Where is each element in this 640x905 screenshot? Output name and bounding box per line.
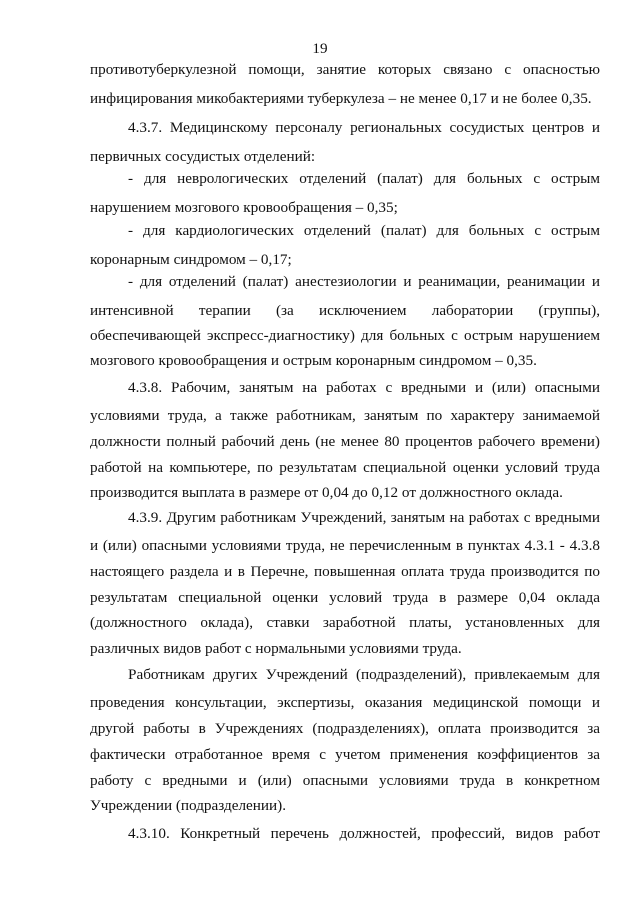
text-line: Учреждении (подразделении). [90, 797, 287, 814]
text-line: 4.3.10. Конкретный перечень должностей, профессий, видов работ [128, 825, 600, 842]
page-number: 19 [312, 40, 328, 57]
text-line: производится выплата в размере от 0,04 до 0,12 от должностного оклада. [90, 484, 563, 501]
text-line: работой на компьютере, по результатам специальной оценки условий труда [90, 459, 600, 476]
text-line: работу с вредными и (или) опасными условиями труда в конкретном [90, 772, 600, 789]
text-line: интенсивной терапии (за исключением лаборатории (группы), [90, 302, 600, 319]
text-line: - для кардиологических отделений (палат) для больных с острым [128, 222, 600, 239]
text-line: проведения консультации, экспертизы, оказания медицинской помощи и [90, 694, 600, 711]
text-line: 4.3.8. Рабочим, занятым на работах с вредными и (или) опасными [128, 379, 600, 396]
text-line: и (или) опасными условиями труда, не перечисленным в пунктах 4.3.1 - 4.3.8 [90, 537, 600, 554]
text-line: 4.3.7. Медицинскому персоналу региональных сосудистых центров и [128, 119, 600, 136]
text-line: фактически отработанное время с учетом применения коэффициентов за [90, 746, 600, 763]
text-line: настоящего раздела и в Перечне, повышенная оплата труда производится по [90, 563, 600, 580]
text-line: Работникам других Учреждений (подразделений), привлекаемым для [128, 666, 600, 683]
text-line: - для отделений (палат) анестезиологии и реанимации, реанимации и [128, 273, 600, 290]
text-line: коронарным синдромом – 0,17; [90, 251, 292, 268]
text-line: 4.3.9. Другим работникам Учреждений, занятым на работах с вредными [128, 509, 600, 526]
text-line: результатам специальной оценки условий труда в размере 0,04 оклада [90, 589, 600, 606]
text-line: должности полный рабочий день (не менее 80 процентов рабочего времени) [90, 433, 600, 450]
text-line: обеспечивающей экспресс-диагностику) для больных с острым нарушением [90, 327, 600, 344]
text-line: противотуберкулезной помощи, занятие которых связано с опасностью [90, 61, 600, 78]
text-line: первичных сосудистых отделений: [90, 148, 316, 165]
text-line: различных видов работ с нормальными условиями труда. [90, 640, 462, 657]
text-line: (должностного оклада), ставки заработной платы, установленных для [90, 614, 600, 631]
text-line: другой работы в Учреждениях (подразделениях), оплата производится за [90, 720, 600, 737]
text-line: условиями труда, а также работникам, занятым по характеру занимаемой [90, 407, 600, 424]
text-line: нарушением мозгового кровообращения – 0,35; [90, 199, 398, 216]
text-line: мозгового кровообращения и острым коронарным синдромом – 0,35. [90, 352, 537, 369]
text-line: - для неврологических отделений (палат) для больных с острым [128, 170, 600, 187]
text-line: инфицирования микобактериями туберкулеза – не менее 0,17 и не более 0,35. [90, 90, 592, 107]
